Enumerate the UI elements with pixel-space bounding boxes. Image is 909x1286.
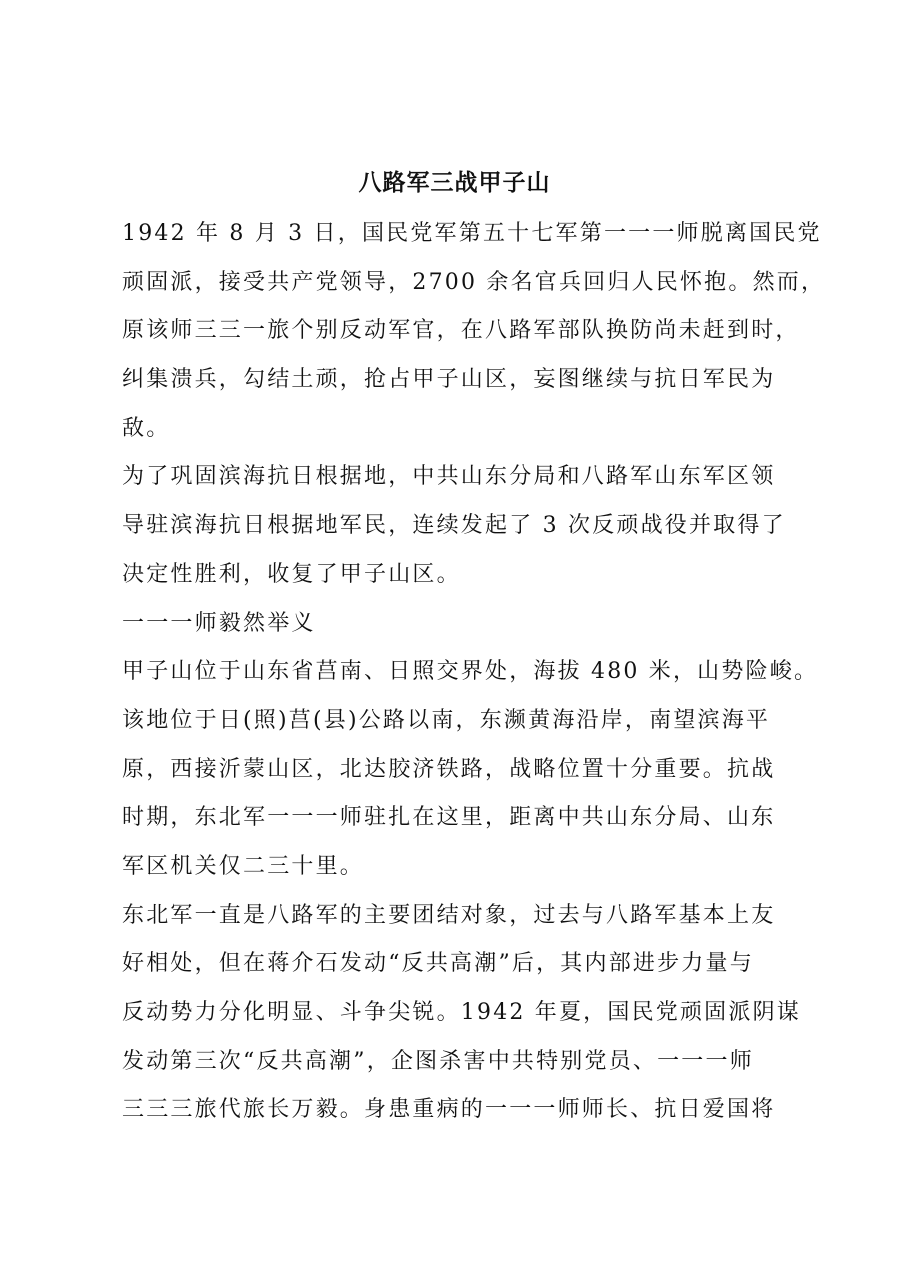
text-line: 纠集溃兵，勾结土顽，抢占甲子山区，妄图继续与抗日军民为 (122, 367, 776, 393)
text-line: 该地位于日(照)莒(县)公路以南，东濒黄海沿岸，南望滨海平 (122, 707, 771, 733)
text-line: 军区机关仅二三十里。 (122, 853, 365, 879)
document-body (122, 210, 826, 1135)
section-heading: 一一一师毅然举义 (122, 610, 316, 636)
text-line: 甲子山位于山东省莒南、日照交界处，海拔 480 米，山势险峻。 (122, 659, 819, 685)
text-line: 东北军一直是八路军的主要团结对象，过去与八路军基本上友 (122, 902, 776, 928)
text-line: 好相处，但在蒋介石发动“反共高潮”后，其内部进步力量与 (122, 951, 754, 977)
text-line: 决定性胜利，收复了甲子山区。 (122, 561, 461, 587)
text-line: 发动第三次“反共高潮”，企图杀害中共特别党员、一一一师 (122, 1048, 754, 1074)
text-line: 为了巩固滨海抗日根据地，中共山东分局和八路军山东军区领 (122, 464, 776, 490)
text-line: 敌。 (122, 415, 171, 441)
text-line: 导驻滨海抗日根据地军民，连续发起了 3 次反顽战役并取得了 (122, 513, 786, 539)
text-line: 顽固派，接受共产党领导，2700 余名官兵回归人民怀抱。然而， (122, 269, 826, 295)
document-title: 八路军三战甲子山 (358, 169, 551, 196)
text-line: 三三三旅代旅长万毅。身患重病的一一一师师长、抗日爱国将 (122, 1097, 776, 1123)
text-line: 原该师三三一旅个别反动军官，在八路军部队换防尚未赶到时， (122, 318, 800, 344)
text-line: 反动势力分化明显、斗争尖锐。1942 年夏，国民党顽固派阴谋 (122, 1000, 801, 1025)
text-line: 1942 年 8 月 3 日，国民党军第五十七军第一一一师脱离国民党 (122, 221, 822, 246)
text-line: 原，西接沂蒙山区，北达胶济铁路，战略位置十分重要。抗战 (122, 756, 776, 782)
text-line: 时期，东北军一一一师驻扎在这里，距离中共山东分局、山东 (122, 805, 776, 831)
